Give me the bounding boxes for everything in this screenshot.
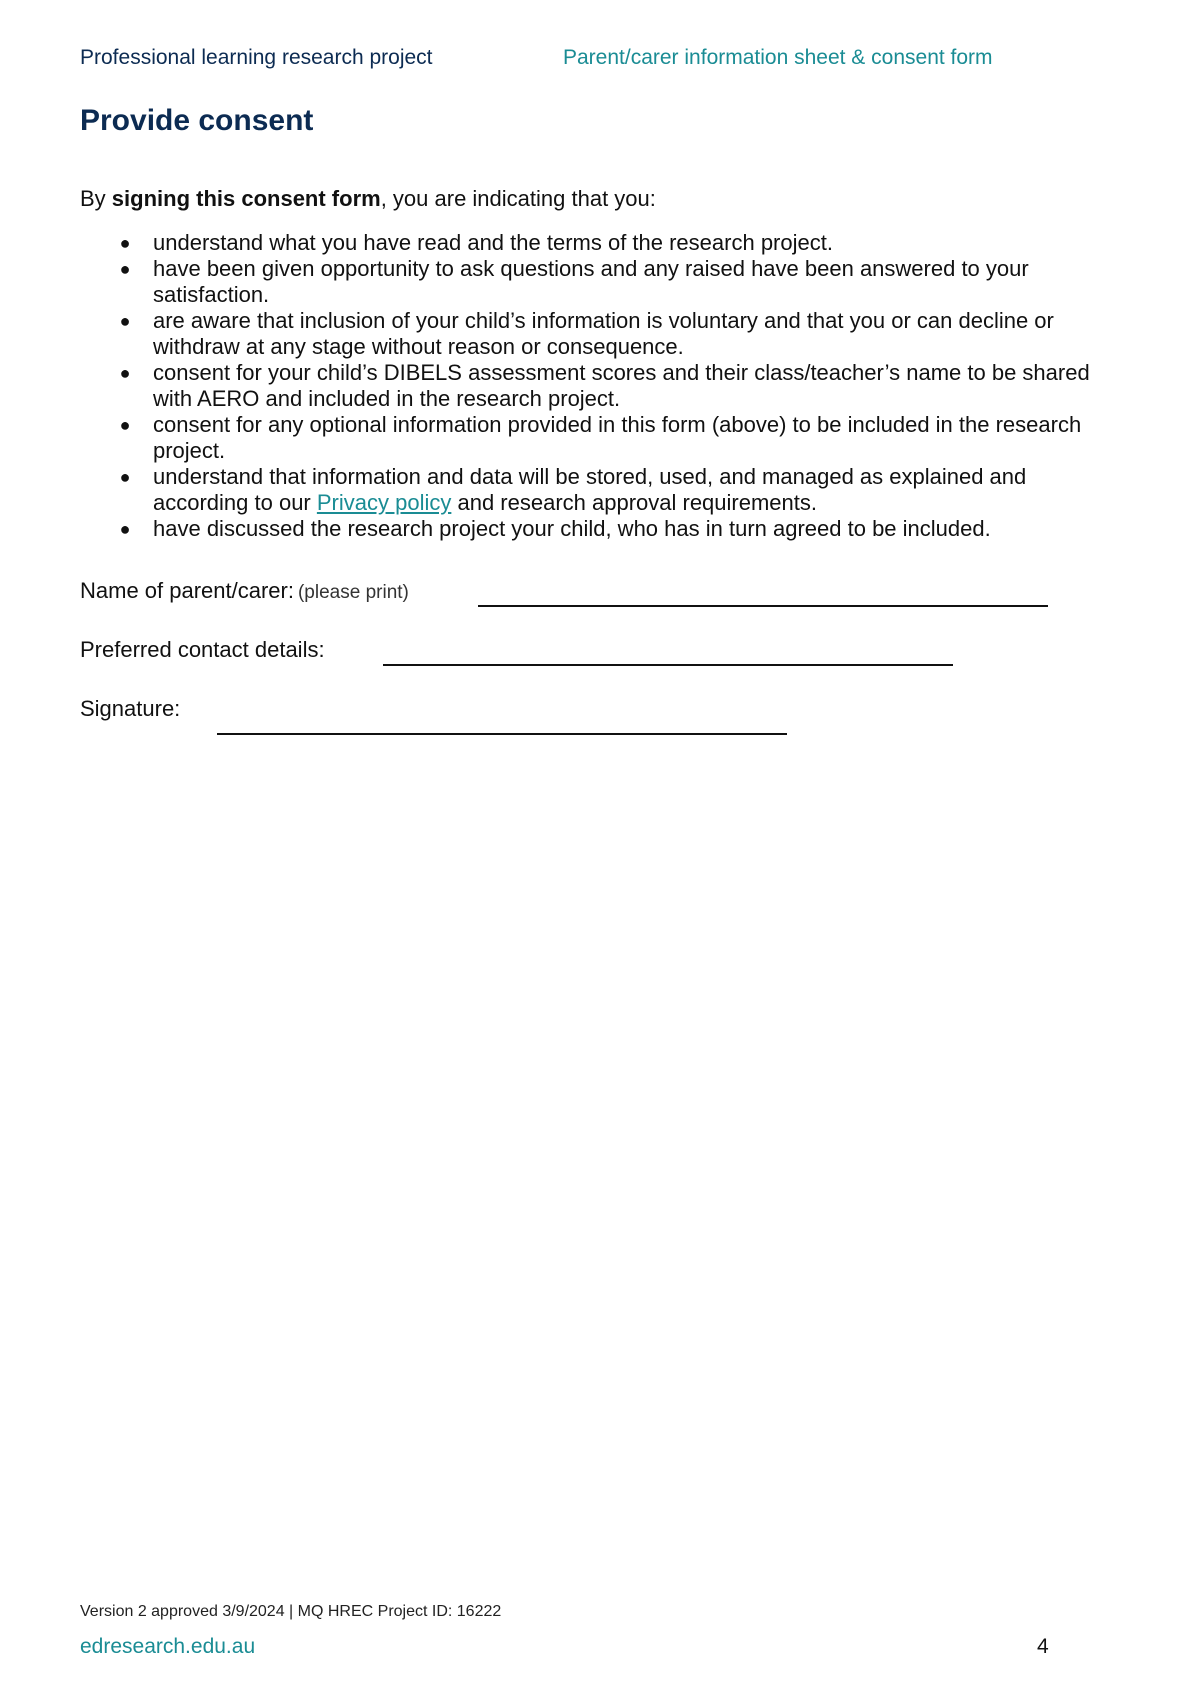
intro-bold: signing this consent form <box>111 186 381 211</box>
list-item-text: are aware that inclusion of your child’s information is voluntary and that you or can decline or withdraw at any stage without reason or consequence. <box>153 308 1054 359</box>
signature-label: Signature: <box>80 696 181 721</box>
parent-name-label <box>80 578 409 604</box>
list-item-text: have discussed the research project your child, who has in turn agreed to be included. <box>153 516 991 541</box>
list-item-text-before-link: understand that information and data will be stored, used, and managed as explained and according to our <box>153 464 1027 515</box>
list-item-text: consent for any optional information provided in this form (above) to be included in the research project. <box>153 412 1082 463</box>
signature-line[interactable] <box>217 733 787 735</box>
intro-suffix: , you are indicating that you: <box>380 186 656 211</box>
list-item-text: consent for your child’s DIBELS assessment scores and their class/teacher’s name to be shared with AERO and included in the research project. <box>153 360 1090 411</box>
bullet-icon: ● <box>119 415 131 435</box>
privacy-policy-link[interactable]: Privacy policy <box>316 490 452 515</box>
website-footer: edresearch.edu.au <box>80 1635 256 1658</box>
list-item <box>80 256 1120 308</box>
bullet-icon: ● <box>119 259 131 279</box>
intro-prefix: By <box>80 186 112 211</box>
list-item <box>80 308 1120 360</box>
list-item <box>80 516 1120 542</box>
bullet-icon: ● <box>119 311 131 331</box>
bullet-icon: ● <box>119 519 131 539</box>
intro-paragraph <box>80 186 656 212</box>
consent-list <box>80 230 1120 542</box>
list-item-text-after-link: and research approval requirements. <box>451 490 818 515</box>
version-info: Version 2 approved 3/9/2024 | MQ HREC Project ID: 16222 <box>80 1603 502 1620</box>
page-title: Provide consent <box>80 104 314 137</box>
list-item <box>80 360 1120 412</box>
contact-details-line[interactable] <box>383 664 953 666</box>
list-item-text: have been given opportunity to ask questions and any raised have been answered to your satisfaction. <box>153 256 1029 307</box>
list-item <box>80 230 1120 256</box>
parent-name-label-text: Name of parent/carer: <box>80 578 294 603</box>
header-document-title: Parent/carer information sheet & consent form <box>563 46 993 69</box>
page-number: 4 <box>1037 1635 1049 1658</box>
bullet-icon: ● <box>119 467 131 487</box>
parent-name-line[interactable] <box>478 605 1048 607</box>
list-item-text: understand what you have read and the terms of the research project. <box>153 230 833 255</box>
header-project-title: Professional learning research project <box>80 46 433 69</box>
bullet-icon: ● <box>119 233 131 253</box>
list-item <box>80 412 1120 464</box>
bullet-icon: ● <box>119 363 131 383</box>
list-item <box>80 464 1120 516</box>
please-print-hint: (please print) <box>297 582 409 603</box>
contact-details-label: Preferred contact details: <box>80 637 325 662</box>
